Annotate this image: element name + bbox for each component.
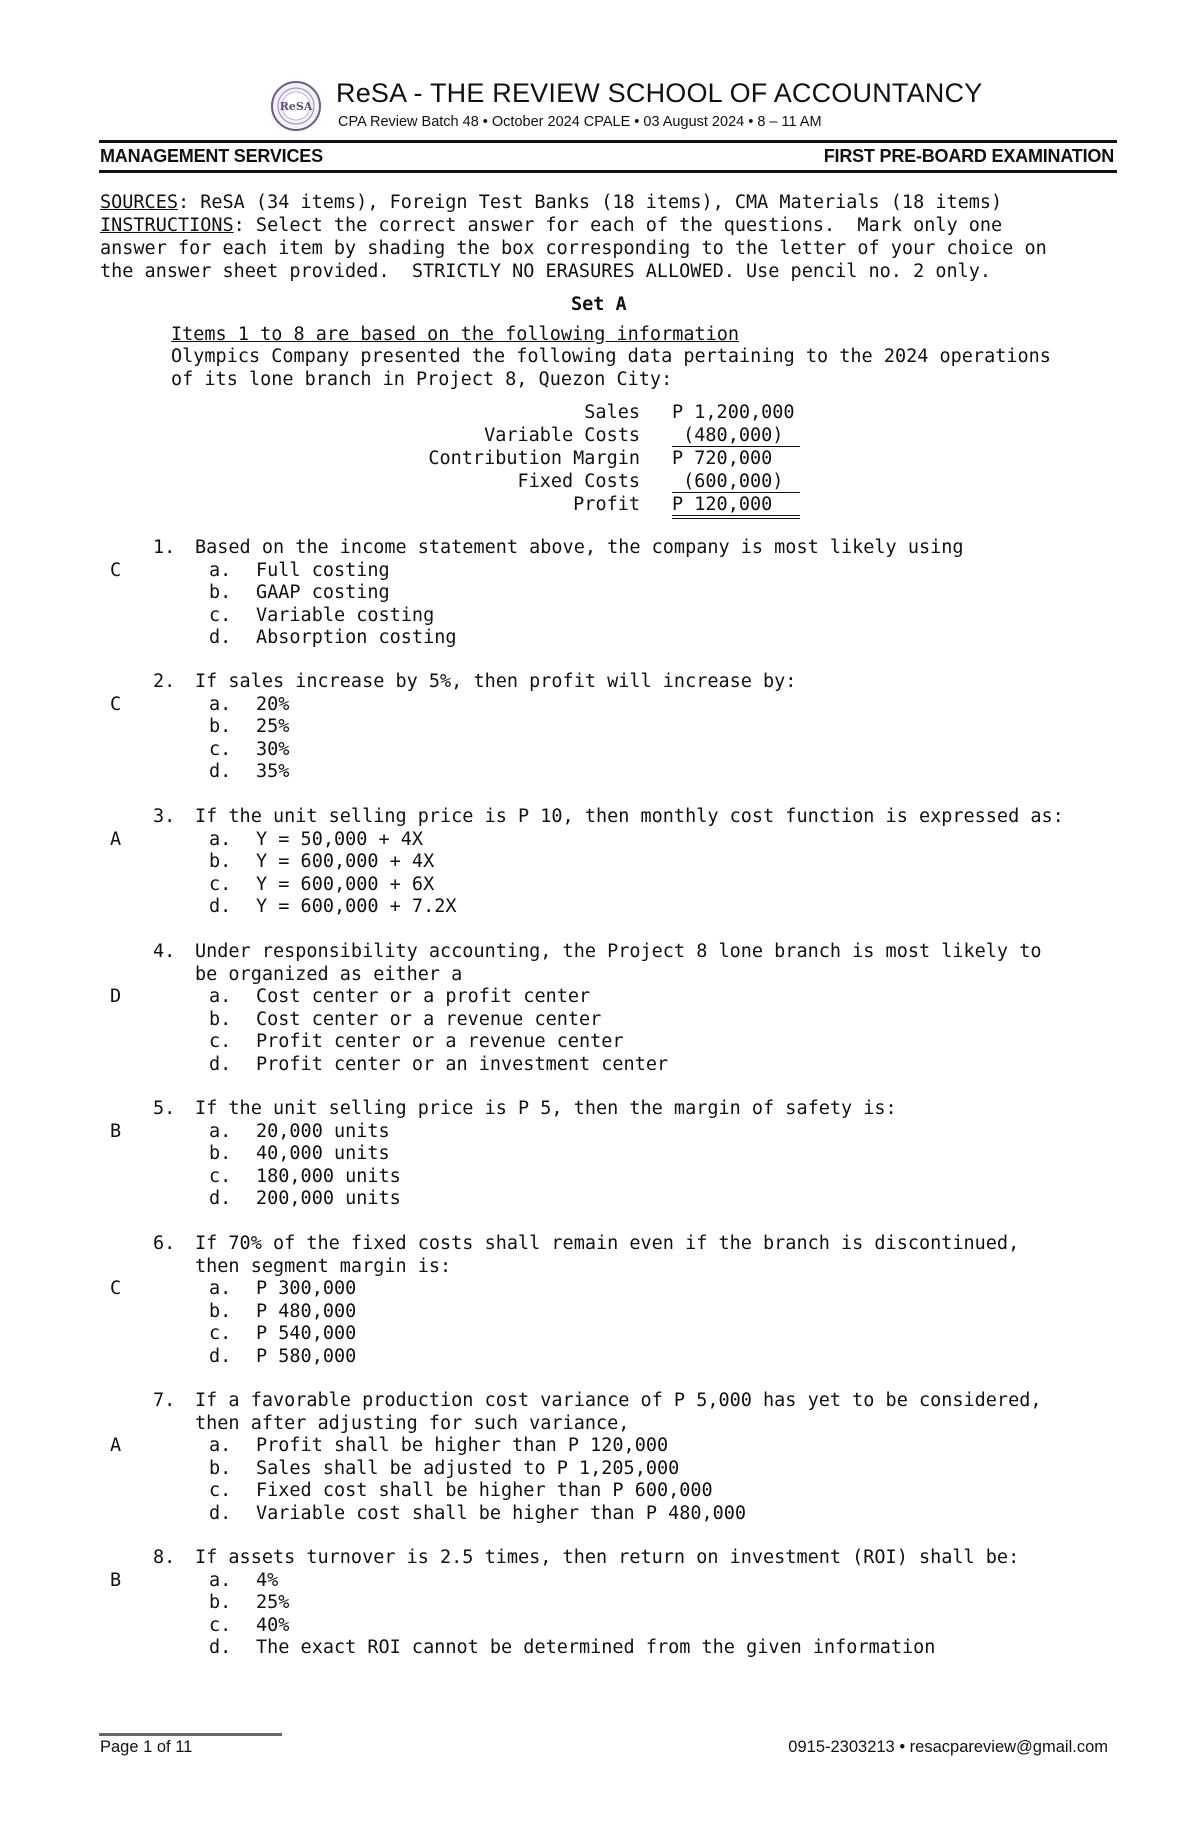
statement-label: Profit [573, 494, 640, 515]
choice-text: 25% [256, 716, 290, 737]
question-stem: If assets turnover is 2.5 times, then return on investment (ROI) shall be: [195, 1547, 1020, 1568]
choice-letter: a. [209, 1435, 232, 1456]
answer-key: B [110, 1120, 122, 1142]
choice-text: Profit shall be higher than P 120,000 [256, 1435, 669, 1456]
choice-letter: c. [209, 738, 232, 760]
question-stem: If a favorable production cost variance of P 5,000 has yet to be considered, [195, 1390, 1042, 1411]
choice-text: Profit center or an investment center [256, 1053, 669, 1075]
question-stem: then after adjusting for such variance, [195, 1412, 630, 1434]
choice-letter: b. [209, 851, 232, 872]
exam-title: FIRST PRE-BOARD EXAMINATION [823, 146, 1114, 166]
instructions-line-2: answer for each item by shading the box corresponding to the letter of your choice on [100, 238, 1047, 259]
svg-text:ReSA: ReSA [279, 100, 313, 113]
question-stem: If the unit selling price is P 10, then monthly cost function is expressed as: [195, 806, 1064, 827]
choice-text: 40% [256, 1614, 290, 1636]
choice-letter: d. [209, 1345, 232, 1367]
info-line-2: of its lone branch in Project 8, Quezon City: [171, 369, 673, 390]
answer-key: C [110, 1278, 122, 1299]
choice-text: Y = 600,000 + 7.2X [256, 896, 457, 917]
choice-text: 180,000 units [256, 1165, 401, 1187]
statement-label: Fixed Costs [517, 471, 640, 492]
statement-value: (480,000) [672, 425, 800, 447]
exam-subline: CPA Review Batch 48 • October 2024 CPALE • 03 August 2024 • 8 – 11 AM [338, 114, 822, 130]
info-heading: Items 1 to 8 are based on the following information [171, 324, 740, 345]
contact-info: 0915-2303213 • resacpareview@gmail.com [788, 1738, 1108, 1756]
choice-letter: c. [209, 604, 232, 626]
answer-key: C [110, 693, 122, 715]
choice-text: Y = 600,000 + 6X [256, 873, 435, 895]
question-stem: then segment margin is: [195, 1255, 452, 1277]
choice-text: Cost center or a revenue center [256, 1008, 602, 1030]
choice-text: Fixed cost shall be higher than P 600,000 [256, 1480, 713, 1501]
question-stem: If 70% of the fixed costs shall remain even if the branch is discontinued, [195, 1233, 1020, 1254]
choice-letter: c. [209, 1165, 232, 1187]
statement-label: Contribution Margin [428, 448, 640, 469]
statement-value: P 720,000 [672, 448, 773, 469]
choice-letter: a. [209, 1569, 232, 1591]
choice-text: Full costing [256, 559, 390, 581]
question-number: 2. [153, 671, 176, 692]
choice-text: 20,000 units [256, 1120, 390, 1142]
choice-letter: c. [209, 1480, 232, 1501]
choice-letter: a. [209, 693, 232, 715]
choice-text: Variable cost shall be higher than P 480,000 [256, 1502, 747, 1524]
question-number: 4. [153, 941, 176, 962]
choice-text: 30% [256, 738, 290, 760]
subject-title: MANAGEMENT SERVICES [100, 146, 323, 166]
question-stem: Under responsibility accounting, the Project 8 lone branch is most likely to [195, 941, 1042, 962]
choice-text: Profit center or a revenue center [256, 1031, 624, 1052]
choice-letter: c. [209, 1323, 232, 1344]
choice-text: 4% [256, 1569, 279, 1591]
choice-letter: d. [209, 1502, 232, 1524]
choice-text: Cost center or a profit center [256, 986, 591, 1007]
choice-text: P 580,000 [256, 1345, 357, 1367]
statement-value: (600,000) [672, 471, 800, 493]
question-number: 3. [153, 806, 176, 827]
statement-value: P 120,000 [672, 494, 800, 519]
choice-letter: a. [209, 828, 232, 850]
statement-label: Variable Costs [484, 425, 640, 446]
choice-text: 25% [256, 1592, 290, 1613]
statement-value: P 1,200,000 [672, 402, 795, 423]
choice-text: P 300,000 [256, 1278, 357, 1299]
choice-letter: d. [209, 896, 232, 917]
choice-letter: b. [209, 1143, 232, 1164]
resa-logo [270, 80, 322, 132]
question-number: 5. [153, 1098, 176, 1119]
choice-text: Y = 50,000 + 4X [256, 828, 424, 850]
choice-letter: b. [209, 582, 232, 603]
instructions-label: INSTRUCTIONS [100, 215, 234, 236]
choice-letter: b. [209, 1300, 232, 1322]
choice-letter: d. [209, 627, 232, 648]
school-title: ReSA - THE REVIEW SCHOOL OF ACCOUNTANCY [336, 78, 983, 108]
question-stem: If the unit selling price is P 5, then the margin of safety is: [195, 1098, 897, 1119]
answer-key: C [110, 559, 122, 581]
choice-text: P 540,000 [256, 1323, 357, 1344]
question-number: 8. [153, 1547, 176, 1568]
footer-rule [99, 1733, 282, 1736]
choice-letter: a. [209, 559, 232, 581]
choice-text: 35% [256, 761, 290, 782]
choice-letter: d. [209, 761, 232, 782]
question-stem: be organized as either a [195, 963, 463, 985]
instructions-text-1: : Select the correct answer for each of the questions. Mark only one [233, 215, 1003, 236]
choice-letter: d. [209, 1188, 232, 1209]
choice-letter: a. [209, 1120, 232, 1142]
sources-text: : ReSA (34 items), Foreign Test Banks (18 items), CMA Materials (18 items) [177, 192, 1003, 213]
question-stem: If sales increase by 5%, then profit will increase by: [195, 671, 797, 692]
answer-key: D [110, 986, 122, 1007]
instructions-line-1 [100, 215, 1002, 238]
choice-text: GAAP costing [256, 582, 390, 603]
set-label: Set A [571, 294, 627, 315]
choice-text: Variable costing [256, 604, 435, 626]
statement-label: Sales [584, 402, 640, 423]
answer-key: B [110, 1569, 122, 1591]
choice-letter: b. [209, 1457, 232, 1479]
choice-letter: c. [209, 1031, 232, 1052]
question-number: 6. [153, 1233, 176, 1254]
answer-key: A [110, 828, 122, 850]
choice-text: Absorption costing [256, 627, 457, 648]
choice-letter: a. [209, 986, 232, 1007]
question-number: 1. [153, 537, 176, 558]
choice-text: Y = 600,000 + 4X [256, 851, 435, 872]
choice-text: 40,000 units [256, 1143, 390, 1164]
page-number: Page 1 of 11 [100, 1738, 193, 1756]
question-stem: Based on the income statement above, the company is most likely using [195, 537, 964, 558]
choice-letter: b. [209, 1008, 232, 1030]
info-line-1: Olympics Company presented the following data pertaining to the 2024 operations [171, 346, 1051, 367]
choice-letter: b. [209, 716, 232, 737]
choice-text: The exact ROI cannot be determined from the given information [256, 1637, 936, 1658]
answer-key: A [110, 1435, 122, 1456]
choice-letter: d. [209, 1053, 232, 1075]
choice-letter: d. [209, 1637, 232, 1658]
choice-letter: c. [209, 873, 232, 895]
choice-letter: c. [209, 1614, 232, 1636]
choice-text: P 480,000 [256, 1300, 357, 1322]
header-rule-top [99, 140, 1117, 143]
choice-letter: b. [209, 1592, 232, 1613]
header-rule-bottom [99, 170, 1117, 173]
sources-label: SOURCES [100, 192, 178, 213]
instructions-line-3: the answer sheet provided. STRICTLY NO ERASURES ALLOWED. Use pencil no. 2 only. [100, 261, 992, 282]
choice-text: 200,000 units [256, 1188, 401, 1209]
choice-letter: a. [209, 1278, 232, 1299]
choice-text: 20% [256, 693, 290, 715]
question-number: 7. [153, 1390, 176, 1411]
sources-line [100, 192, 1002, 215]
choice-text: Sales shall be adjusted to P 1,205,000 [256, 1457, 680, 1479]
